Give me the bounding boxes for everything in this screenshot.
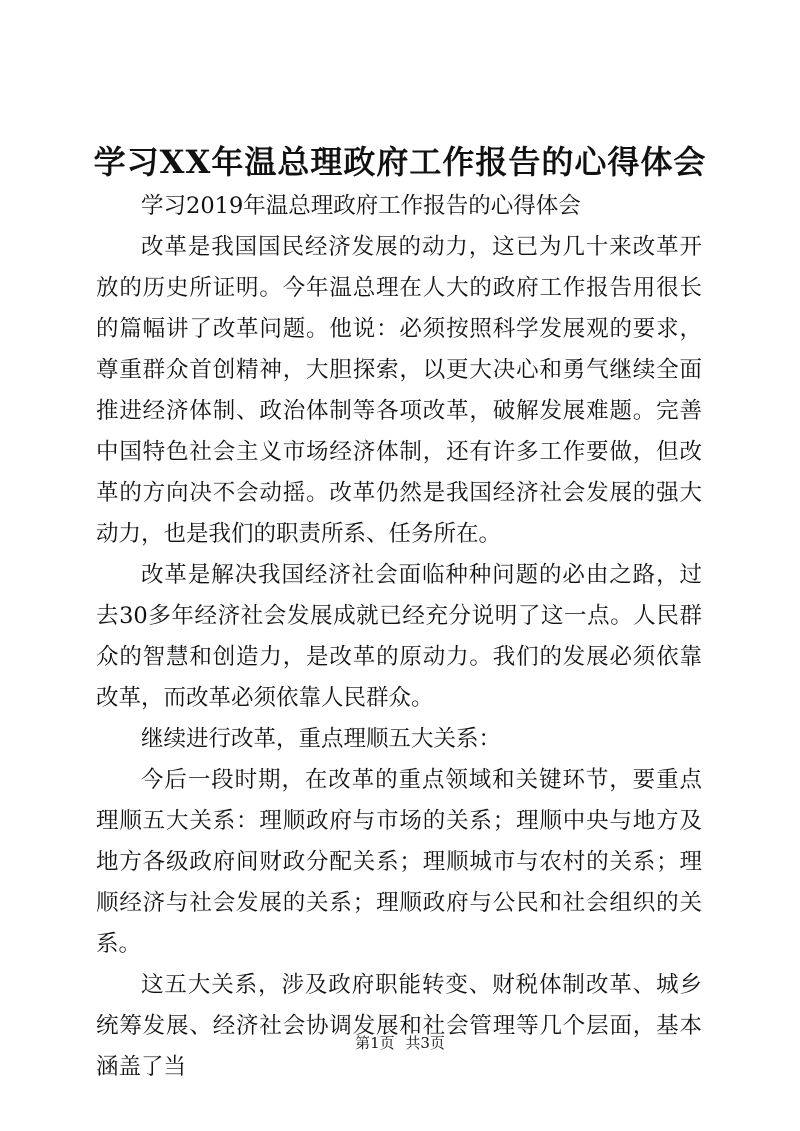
body-paragraph: 改革是我国国民经济发展的动力，这已为几十来改革开放的历史所证明。今年温总理在人大的政府工作报告用很长的篇幅讲了改革问题。他说：必须按照科学发展观的要求，尊重群众首创精神，大胆探索，以更大决心和勇气继续全面推进经济体制、政治体制等各项改革，破解发展难题。完善中国特色社会主义市场经济体制，还有许多工作要做，但改革的方向决不会动摇。改革仍然是我国经济社会发展的强大动力，也是我们的职责所系、任务所在。: [96, 234, 702, 547]
body-paragraph: 继续进行改革，重点理顺五大关系：: [141, 726, 502, 752]
document-title: 学习XX年温总理政府工作报告的心得体会: [93, 143, 707, 181]
body-paragraph: 改革是解决我国经济社会面临种种问题的必由之路，过去30多年经济社会发展成就已经充分说明了这一点。人民群众的智慧和创造力，是改革的原动力。我们的发展必须依靠改革，而改革必须依靠人民群众。: [96, 562, 702, 711]
page-total: 共3页: [405, 1034, 445, 1052]
body-paragraph: 这五大关系，涉及政府职能转变、财税体制改革、城乡统筹发展、经济社会协调发展和社会管理等几个层面，基本涵盖了当: [96, 972, 702, 1080]
document-body: [96, 186, 702, 1088]
subtitle-paragraph: 学习2019年温总理政府工作报告的心得体会: [141, 193, 581, 219]
page-footer: [0, 1033, 800, 1053]
page-number: 第1页: [355, 1034, 395, 1052]
body-paragraph: 今后一段时期，在改革的重点领域和关键环节，要重点理顺五大关系：理顺政府与市场的关系；理顺中央与地方及地方各级政府间财政分配关系；理顺城市与农村的关系；理顺经济与社会发展的关系；理顺政府与公民和社会组织的关系。: [96, 767, 702, 957]
